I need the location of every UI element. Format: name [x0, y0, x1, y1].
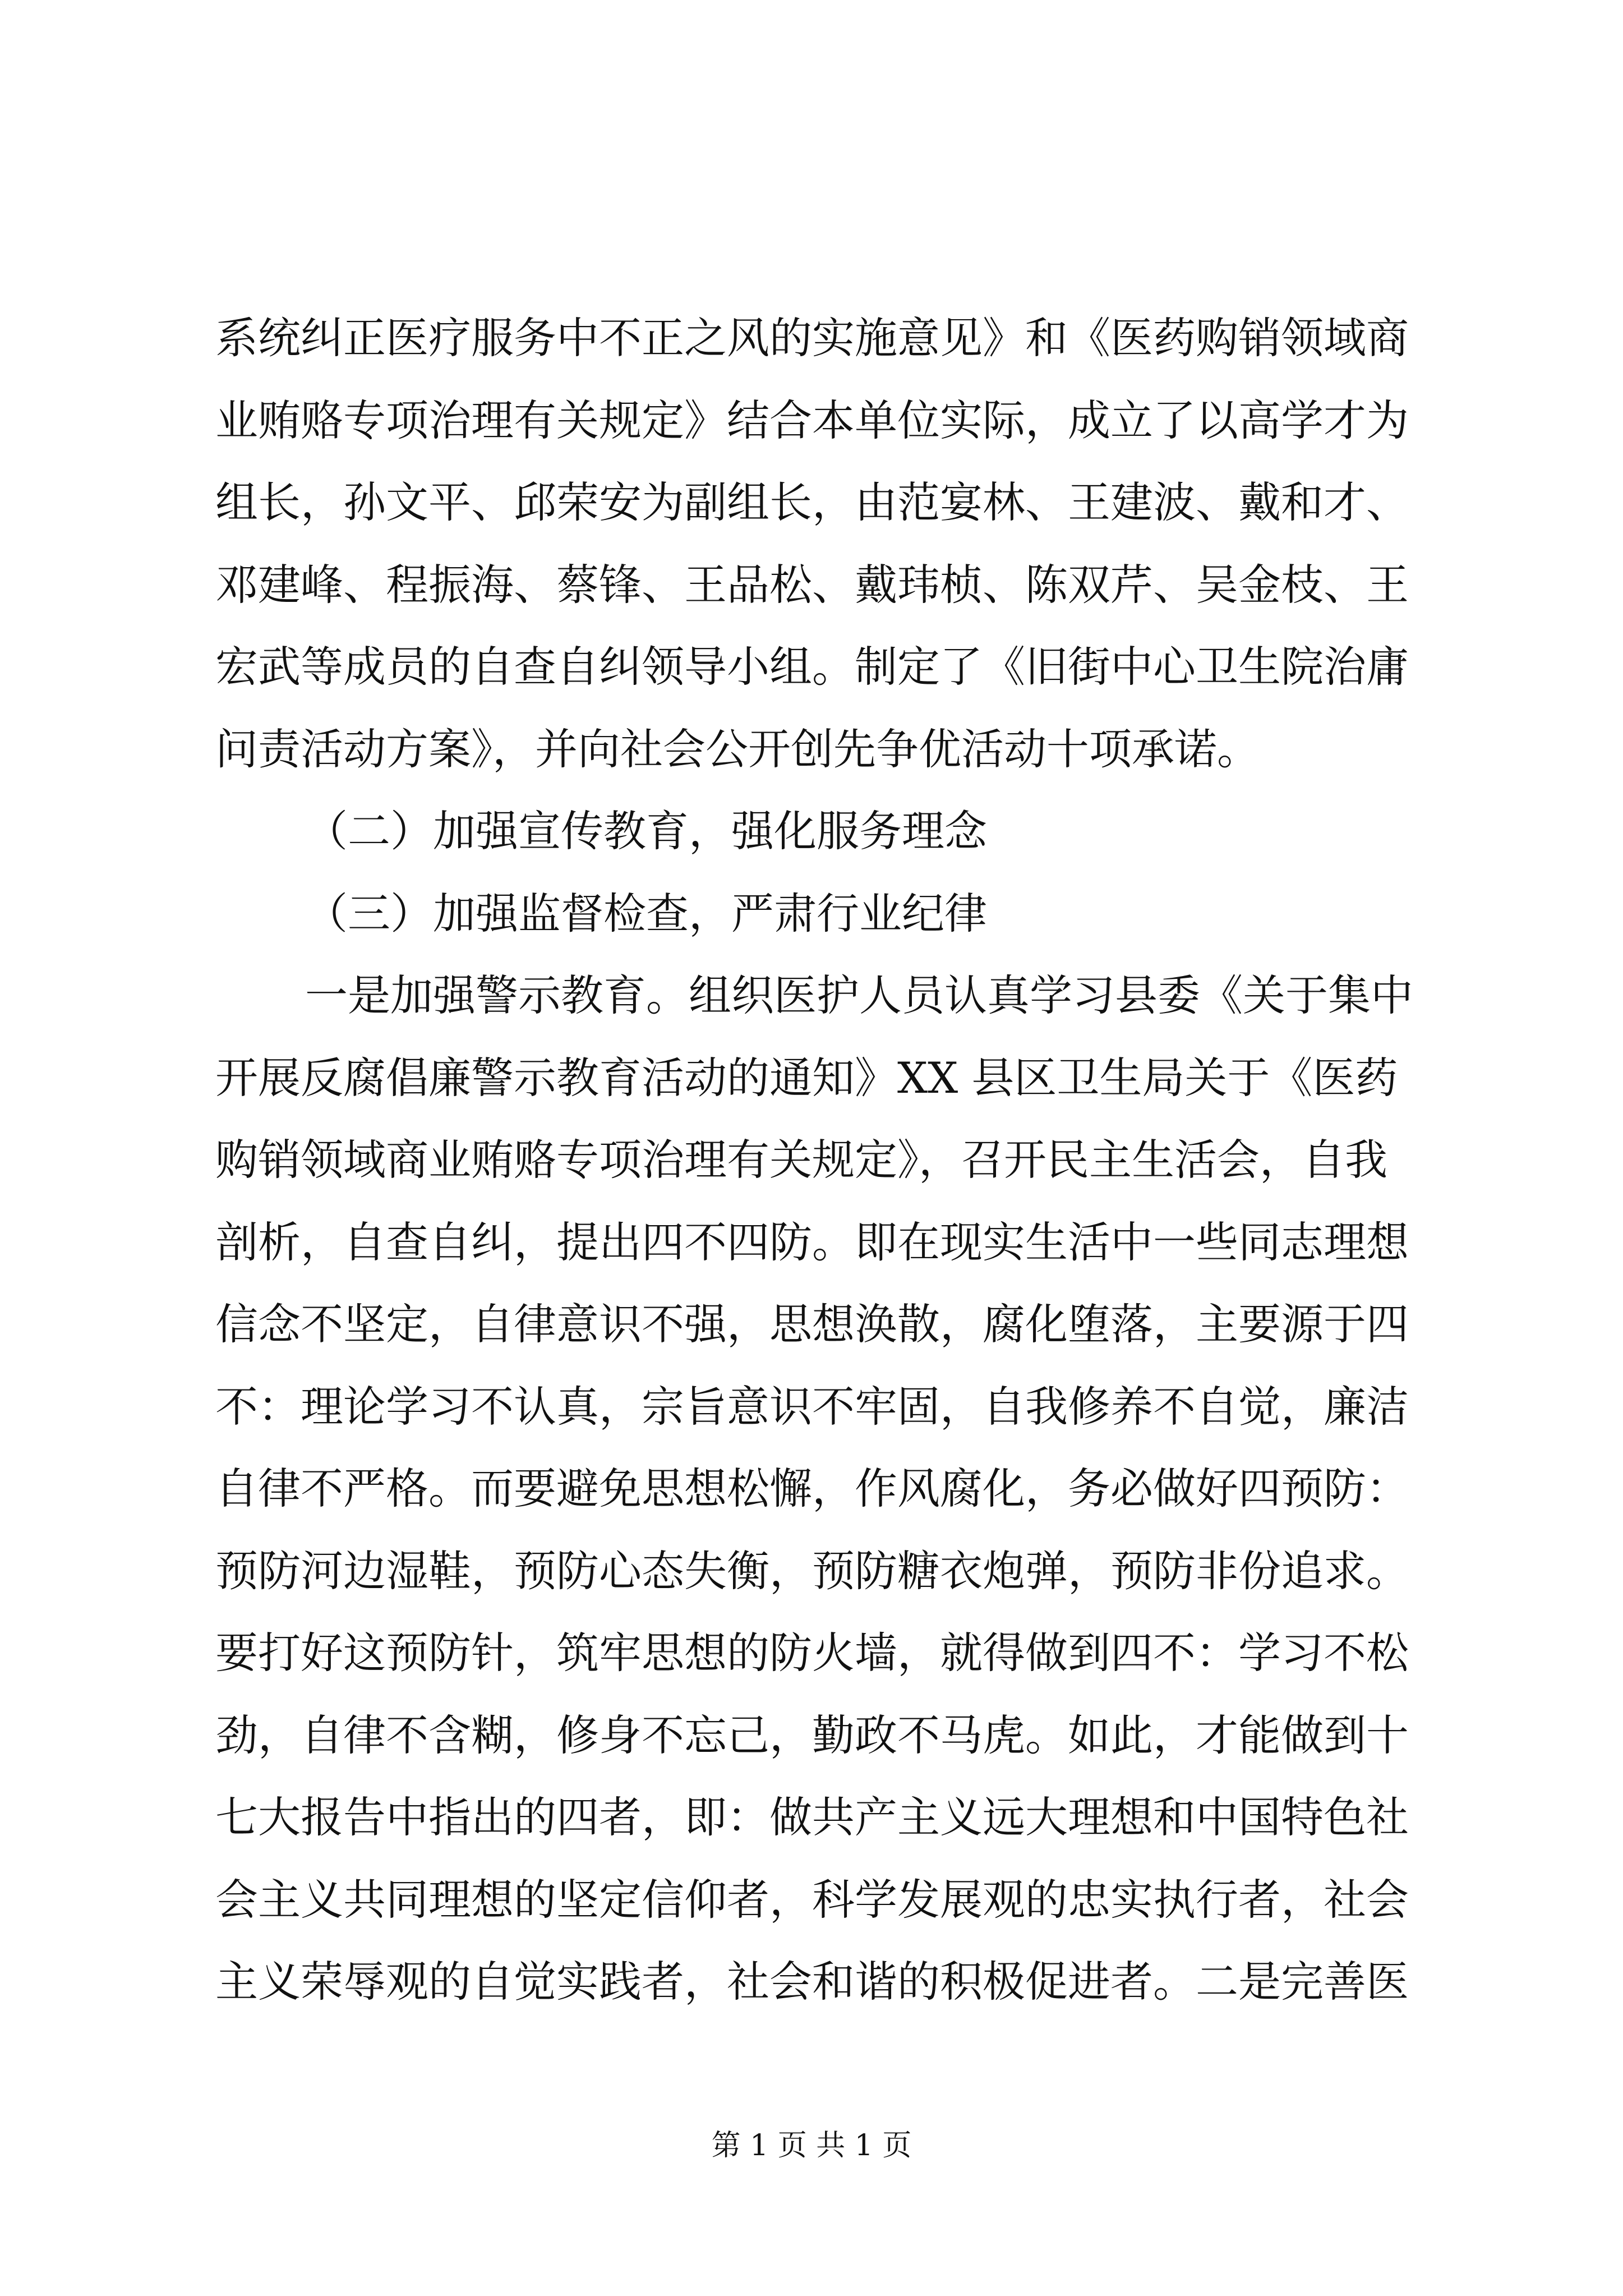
page-footer: 第 1 页 共 1 页 [711, 2129, 912, 2162]
text-line: 会主义共同理想的坚定信仰者，科学发展观的忠实执行者，社会 [215, 1874, 1409, 1925]
text-line: 劲，自律不含糊，修身不忘己，勤政不马虎。如此，才能做到十 [215, 1710, 1409, 1760]
section-heading: （二）加强宣传教育，强化服务理念 [305, 806, 987, 856]
text-line: 业贿赂专项治理有关规定》结合本单位实际，成立了以高学才为 [215, 395, 1409, 445]
text-line: 问责活动方案》，并向社会公开创先争优活动十项承诺。 [215, 724, 1260, 774]
text-line: 自律不严格。而要避免思想松懈，作风腐化，务必做好四预防： [215, 1464, 1409, 1513]
text-line: 信念不坚定，自律意识不强，思想涣散，腐化堕落，主要源于四 [215, 1299, 1409, 1349]
text-line: 开展反腐倡廉警示教育活动的通知》XX 县区卫生局关于《医药 [215, 1052, 1398, 1103]
text-line: 邓建峰、程振海、蔡锋、王品松、戴玮桢、陈双芹、吴金枝、王 [215, 559, 1409, 610]
text-line: 购销领域商业贿赂专项治理有关规定》，召开民主生活会，自我 [215, 1135, 1387, 1185]
text-line: 系统纠正医疗服务中不正之风的实施意见》和《医药购销领域商 [215, 313, 1409, 363]
text-line: 要打好这预防针，筑牢思想的防火墙，就得做到四不：学习不松 [215, 1628, 1409, 1678]
text-line: 预防河边湿鞋，预防心态失衡，预防糖衣炮弹，预防非份追求。 [215, 1545, 1409, 1596]
text-line: 组长，孙文平、邱荣安为副组长，由范宴林、王建波、戴和才、 [215, 477, 1409, 527]
text-line: 主义荣辱观的自觉实践者，社会和谐的积极促进者。二是完善医 [215, 1957, 1409, 2007]
paragraph-first-line: 一是加强警示教育。组织医护人员认真学习县委《关于集中 [305, 970, 1413, 1020]
text-line: 不：理论学习不认真，宗旨意识不牢固，自我修养不自觉，廉洁 [215, 1381, 1409, 1432]
text-line: 七大报告中指出的四者，即：做共产主义远大理想和中国特色社 [215, 1792, 1409, 1842]
text-line: 宏武等成员的自查自纠领导小组。制定了《旧街中心卫生院治庸 [215, 642, 1409, 692]
text-line: 剖析，自查自纠，提出四不四防。即在现实生活中一些同志理想 [215, 1217, 1409, 1267]
body-text [215, 297, 1413, 2023]
section-heading: （三）加强监督检查，严肃行业纪律 [305, 888, 987, 938]
